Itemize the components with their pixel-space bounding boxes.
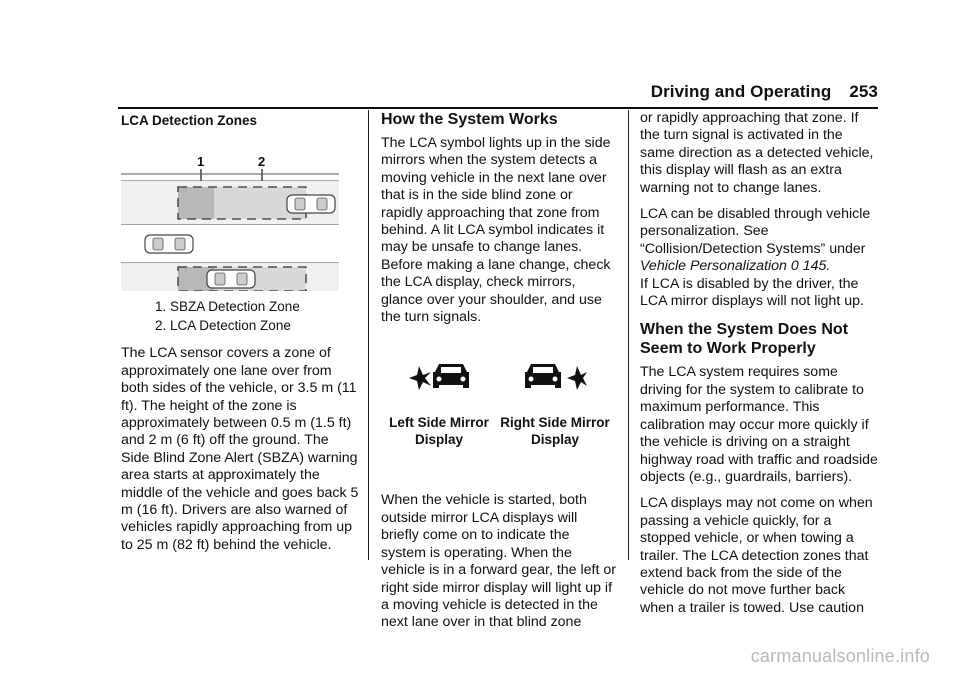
host-vehicle	[145, 235, 193, 253]
column-divider	[368, 110, 369, 560]
body-paragraph	[640, 206, 878, 310]
column-1	[121, 110, 361, 563]
right-mirror-label-line2: Display	[530, 432, 580, 448]
page-number: 253	[849, 82, 878, 101]
page-header	[118, 82, 878, 106]
mirror-display-figure	[381, 344, 617, 484]
paragraph-text: LCA can be disabled through vehicle personalization. See “Collision/Detection Systems” under	[640, 206, 871, 257]
right-mirror-lca-icon	[523, 358, 587, 398]
detection-zone-illustration	[121, 143, 339, 291]
header-rule	[118, 107, 878, 109]
body-paragraph: When the vehicle is started, both outside mirror LCA displays will briefly come on to indicate the system is operating. When the vehicle is in a forward gear, the left or right side mirror display will light up if a moving vehicle is detected in the next lane over in that blind zone	[381, 492, 617, 631]
section-heading: When the System Does Not Seem to Work Properly	[640, 321, 849, 358]
body-paragraph: The LCA symbol lights up in the side mirrors when the system detects a moving vehicle in the next lane over that is in the side blind zone or rapidly approaching that zone from behind. A lit LCA symbol indicates it may be unsafe to change lanes. Before making a lane change, check the LCA display, check mirrors, glance over your shoulder, and use the turn signals.	[381, 135, 611, 326]
detection-zone-diagram	[121, 143, 339, 291]
legend-item: 2. LCA Detection Zone	[155, 318, 291, 334]
column-2	[381, 110, 617, 641]
car-bottom-lane	[207, 270, 255, 288]
body-paragraph: LCA displays may not come on when passing a vehicle quickly, for a stopped vehicle, or when towing a trailer. The LCA detection zones that extend back from the side of the vehicle do not move further back when a trailer is towed. Use caution	[640, 495, 873, 616]
left-mirror-lca-icon	[409, 358, 473, 398]
left-mirror-label-line1: Left Side Mirror	[389, 415, 489, 431]
legend-item: 1. SBZA Detection Zone	[155, 299, 300, 315]
figure-legend	[155, 297, 361, 335]
cross-reference-link[interactable]: Vehicle Personalization	[640, 258, 787, 275]
column-divider	[628, 110, 629, 560]
body-paragraph: The LCA sensor covers a zone of approximately one lane over from both sides of the vehicle, or 3.5 m (11 ft). The height of the zone is approximately between 0.5 m (1.5 ft) and 2 m (6 ft) off the ground. The Side Blind Zone Alert (SBZA) warning area starts at approximately the middle of the vehicle and goes back 5 m (16 ft). Drivers are also warned of vehicles rapidly approaching from up to 25 m (82 ft) behind the vehicle.	[121, 345, 359, 553]
body-paragraph: or rapidly approaching that zone. If the turn signal is activated in the same direction as a detected vehicle, this display will flash as an extra warning not to change lanes.	[640, 110, 874, 196]
left-mirror-label	[379, 414, 499, 448]
section-title: Driving and Operating	[650, 82, 832, 101]
left-mirror-label-line2: Display	[414, 432, 464, 448]
watermark: carmanualsonline.info	[750, 646, 930, 666]
callout-1: 1	[197, 154, 205, 170]
section-heading: How the System Works	[381, 111, 558, 128]
callout-2: 2	[258, 154, 266, 170]
sbza-zone-fill	[178, 187, 214, 219]
car-top-lane	[287, 195, 335, 213]
header-title	[651, 82, 878, 102]
paragraph-text: If LCA is disabled by the driver, the LCA mirror displays will not light up.	[640, 275, 864, 310]
page-reference[interactable]: 0 145.	[790, 258, 831, 275]
right-mirror-label	[495, 414, 615, 448]
column-3	[640, 110, 878, 626]
right-mirror-label-line1: Right Side Mirror	[500, 415, 610, 431]
figure-title: LCA Detection Zones	[121, 113, 258, 128]
body-paragraph: The LCA system requires some driving for the system to calibrate to maximum performance. This calibration may occur more quickly if the vehicle is driving on a straight highway road with traffic and roadside objects (e.g., guardrails, barriers).	[640, 364, 878, 485]
